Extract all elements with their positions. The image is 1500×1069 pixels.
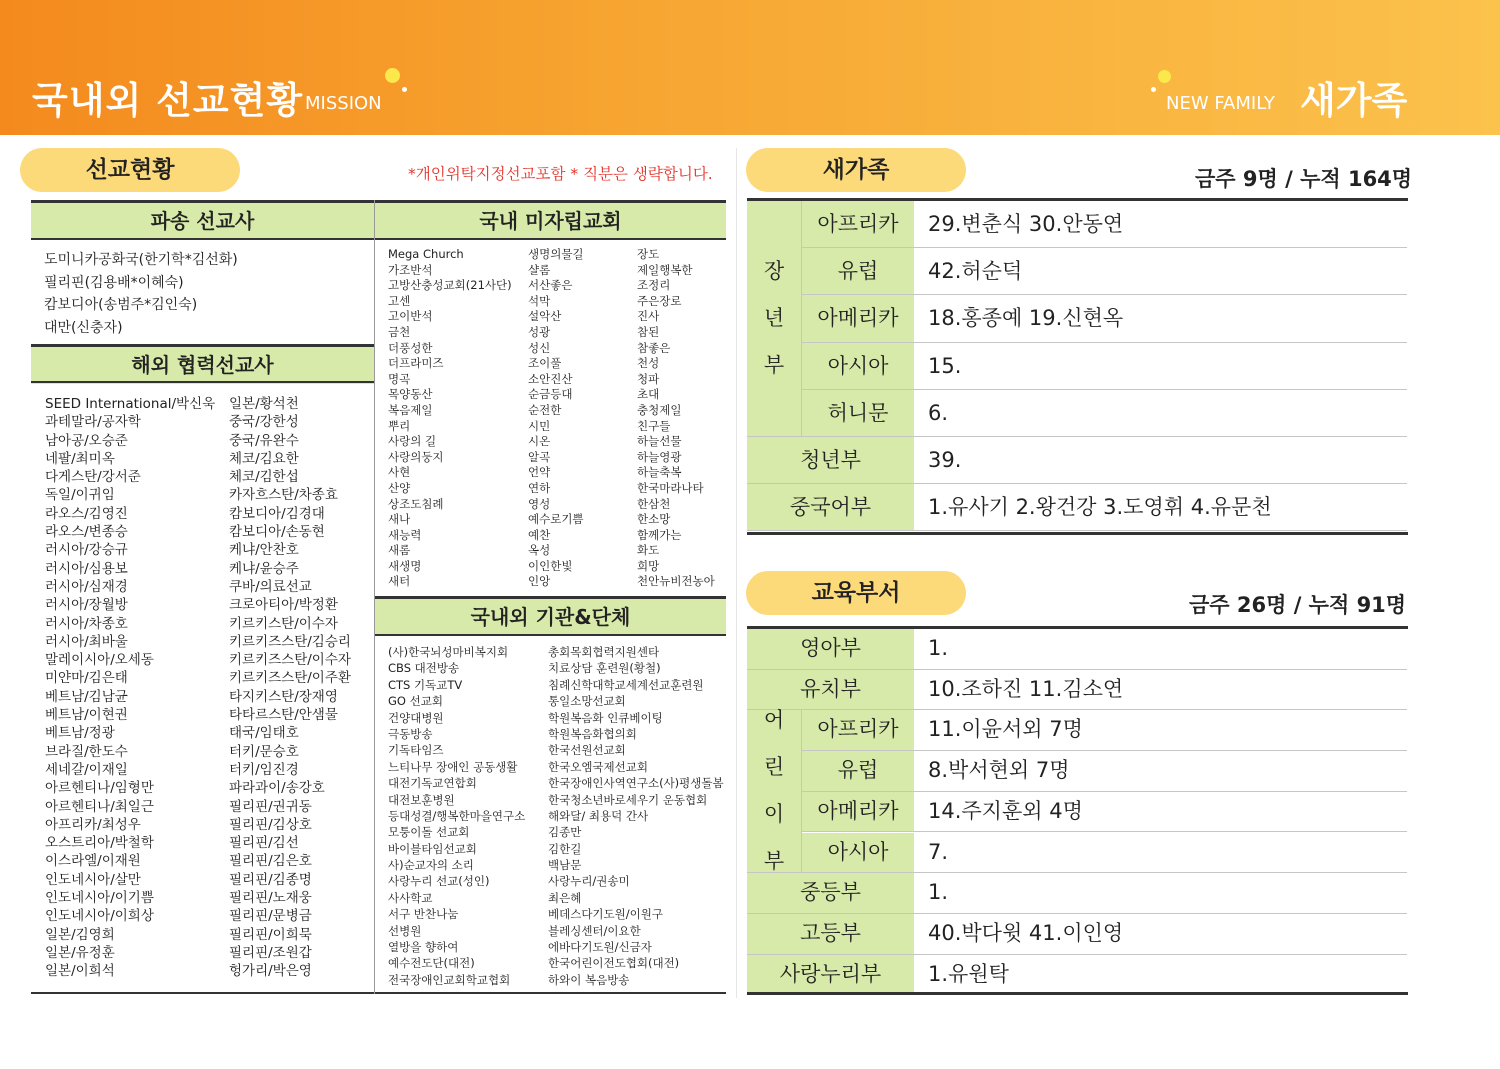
list-item: 느티나무 장애인 공동생활 xyxy=(388,759,518,774)
list-item: 사사학교 xyxy=(388,890,433,905)
table-row xyxy=(747,248,1407,295)
row-value: 1.유원탁 xyxy=(928,961,1009,986)
list-item: 베트남/김남균 xyxy=(45,688,128,705)
row-category: 유치부 xyxy=(747,670,914,710)
group-label-char: 년 xyxy=(763,306,785,330)
table-row xyxy=(747,343,1407,390)
list-item: 화도 xyxy=(637,543,660,558)
list-item: 백남문 xyxy=(548,858,582,873)
list-item: 한삼천 xyxy=(637,496,671,511)
list-item: 필리핀/조원갑 xyxy=(229,944,312,961)
list-item: 샬롬 xyxy=(528,262,551,277)
list-item: 언약 xyxy=(528,465,551,480)
dot-icon xyxy=(385,68,400,83)
list-item: 더풍성한 xyxy=(388,340,433,355)
list-item: 키르키즈스탄/이주환 xyxy=(229,670,351,687)
list-item: 아르헨티나/임형만 xyxy=(45,780,154,797)
table-row xyxy=(747,390,1407,437)
list-item: 주은장로 xyxy=(637,293,682,308)
list-item: 희망 xyxy=(637,558,660,573)
header-banner xyxy=(0,0,1500,135)
list-item: 치료상담 훈련원(황철) xyxy=(548,661,661,676)
list-item: 한국장애인사역연구소(사)평생돌봄 xyxy=(548,776,724,791)
table-row xyxy=(747,710,1407,751)
row-value: 18.홍종예 19.신현옥 xyxy=(928,306,1124,331)
row-category: 중국어부 xyxy=(747,484,914,530)
list-item: 석막 xyxy=(528,293,551,308)
table-row xyxy=(747,833,1407,874)
list-item: 더프라미즈 xyxy=(388,356,444,371)
list-item: 한국마라나타 xyxy=(637,480,704,495)
list-item: 소안진산 xyxy=(528,371,573,386)
list-item: 전국장애인교회학교협회 xyxy=(388,972,511,987)
list-item: 일본/유정훈 xyxy=(45,944,115,961)
list-item: Mega Church xyxy=(388,247,464,261)
list-item: 시민 xyxy=(528,418,551,433)
list-item: 사랑의둥지 xyxy=(388,449,444,464)
list-item: 중국/강한성 xyxy=(229,414,299,431)
row-value: 14.주지훈외 4명 xyxy=(928,798,1083,823)
table-row xyxy=(747,484,1407,531)
domestic-list-col2 xyxy=(528,247,584,590)
list-item: 김종만 xyxy=(548,825,582,840)
table-row xyxy=(747,201,1407,248)
list-item: 복음제일 xyxy=(388,402,433,417)
list-item: 캄보디아(송범주*김인숙) xyxy=(44,297,198,313)
group-label-char: 부 xyxy=(763,353,785,377)
list-item: 순전한 xyxy=(528,402,562,417)
list-item: 서구 반찬나눔 xyxy=(388,907,459,922)
list-item: 베데스다기도원/이원구 xyxy=(548,907,663,922)
list-item: 새롬 xyxy=(388,543,411,558)
list-item: 인도네시아/살만 xyxy=(45,871,141,888)
list-item: 금천 xyxy=(388,324,411,339)
education-pill: 교육부서 xyxy=(746,571,966,615)
divider xyxy=(374,200,375,994)
list-item: 러시아/최바울 xyxy=(45,633,128,650)
list-item: 생명의물길 xyxy=(528,247,584,261)
table-row xyxy=(747,437,1407,484)
list-item: 극동방송 xyxy=(388,726,433,741)
row-category: 청년부 xyxy=(747,437,914,483)
list-item: 인도네시아/이희상 xyxy=(45,908,154,925)
list-item: 산양 xyxy=(388,480,411,495)
list-item: 하와이 복음방송 xyxy=(548,972,630,987)
list-item: CTS 기독교TV xyxy=(388,677,463,692)
group-label-char: 장 xyxy=(763,259,785,283)
list-item: 베트남/정광 xyxy=(45,725,115,742)
row-value: 42.허순덕 xyxy=(928,259,1023,284)
divider xyxy=(747,532,1408,535)
list-item: 케냐/윤승주 xyxy=(229,560,299,577)
divider xyxy=(31,381,374,383)
list-item: 서산좋은 xyxy=(528,278,573,293)
row-value: 10.조하진 11.김소연 xyxy=(928,676,1124,701)
group-label-char: 이 xyxy=(763,802,785,827)
list-item: 고방산충성교회(21사단) xyxy=(388,278,512,293)
list-item: 에바다기도원/신금자 xyxy=(548,940,652,955)
list-item: 한국선원선교회 xyxy=(548,743,626,758)
list-item: 알곡 xyxy=(528,449,551,464)
row-value: 7. xyxy=(928,839,949,864)
list-item: 이인한빛 xyxy=(528,558,573,573)
list-item: 라오스/변종승 xyxy=(45,524,128,541)
column-divider xyxy=(736,148,737,998)
list-item: 상조도침례 xyxy=(388,496,444,511)
mission-note: *개인위탁지정선교포함 * 직분은 생략합니다. xyxy=(408,165,713,183)
list-item: 러시아/강승규 xyxy=(45,542,128,559)
list-item: 사랑의 길 xyxy=(388,434,437,449)
list-item: 한소망 xyxy=(637,512,671,527)
row-category: 아시아 xyxy=(802,833,914,873)
list-item: 초대 xyxy=(637,387,660,402)
list-item: 카자흐스탄/차종효 xyxy=(229,487,338,504)
list-item: 다게스탄/강서준 xyxy=(45,469,141,486)
list-item: 필리핀/권귀동 xyxy=(229,798,312,815)
orgs-list-col1 xyxy=(388,644,525,988)
row-category: 유럽 xyxy=(802,751,914,791)
list-item: 사랑누리/권송미 xyxy=(548,874,630,889)
new-family-pill: 새가족 xyxy=(746,148,966,192)
list-item: 대만(신충자) xyxy=(44,319,123,336)
list-item: 사랑누리 선교(성인) xyxy=(388,874,490,889)
row-category: 아시아 xyxy=(802,343,914,389)
list-item: 캄보디아/손동현 xyxy=(229,524,325,541)
list-item: 러시아/심용보 xyxy=(45,560,128,577)
education-stat: 금주 26명 / 누적 91명 xyxy=(1189,593,1407,617)
list-item: 김한길 xyxy=(548,841,582,856)
list-item: 한국어린이전도협회(대전) xyxy=(548,956,680,971)
list-item: 성광 xyxy=(528,324,551,339)
list-item: 미얀마/김은태 xyxy=(45,670,128,687)
list-item: 총회목회협력지원센타 xyxy=(548,645,660,659)
group-label-char: 부 xyxy=(763,849,785,874)
table-row xyxy=(747,792,1407,833)
list-item: 사현 xyxy=(388,465,411,480)
row-category: 아프리카 xyxy=(802,201,914,247)
sent-missionaries-list xyxy=(44,249,238,339)
list-item: 아프리카/최성우 xyxy=(45,816,141,833)
group-label-char: 어 xyxy=(763,708,785,733)
row-category: 영아부 xyxy=(747,629,914,669)
list-item: 네팔/최미옥 xyxy=(45,450,115,467)
list-item: 필리핀/김선 xyxy=(229,835,299,852)
list-item: 고센 xyxy=(388,293,411,308)
list-item: 학원복음화협의회 xyxy=(548,726,637,741)
list-item: 파라과이/송강호 xyxy=(229,780,325,797)
list-item: 이스라엘/이재원 xyxy=(45,853,141,870)
list-item: 예수전도단(대전) xyxy=(388,956,475,971)
list-item: 대전보훈병원 xyxy=(388,792,455,807)
row-value: 8.박서현외 7명 xyxy=(928,758,1070,783)
list-item: 명곡 xyxy=(388,371,411,386)
list-item: 말레이시아/오세동 xyxy=(45,652,154,669)
list-item: 케냐/안찬호 xyxy=(229,542,299,559)
list-item: 천안뉴비전농아 xyxy=(637,574,715,589)
header-right-subtitle: NEW FAMILY xyxy=(1166,93,1275,114)
table-row xyxy=(747,670,1407,711)
row-value: 1. xyxy=(928,636,949,660)
list-item: 브라질/한도수 xyxy=(45,743,128,760)
orgs-header: 국내외 기관&단체 xyxy=(375,596,726,636)
group-label xyxy=(747,710,802,872)
list-item: 예찬 xyxy=(528,527,551,542)
list-item: 고이반석 xyxy=(388,309,433,324)
list-item: 천성 xyxy=(637,356,660,371)
list-item: 키르키스탄/이수자 xyxy=(229,615,338,632)
list-item: 타타르스탄/안샘물 xyxy=(229,707,338,724)
list-item: 필리핀/김상호 xyxy=(229,816,312,833)
list-item: 중국/유완수 xyxy=(229,432,299,449)
list-item: 캄보디아/김경대 xyxy=(229,505,325,522)
list-item: 쿠바/의료선교 xyxy=(229,578,312,595)
list-item: 연하 xyxy=(528,480,551,495)
row-category: 중등부 xyxy=(747,873,914,913)
dot-icon xyxy=(1158,70,1171,83)
list-item: 조이풀 xyxy=(528,356,562,371)
header-left-subtitle: MISSION xyxy=(305,93,382,114)
divider xyxy=(375,634,726,636)
list-item: 새나 xyxy=(388,512,411,527)
list-item: 시온 xyxy=(528,434,551,449)
list-item: 뿌리 xyxy=(388,418,411,433)
list-item: 기독타임즈 xyxy=(388,743,444,758)
group-label xyxy=(747,201,802,436)
row-value: 11.이윤서외 7명 xyxy=(928,717,1083,742)
list-item: 통일소망선교회 xyxy=(548,694,626,709)
list-item: 인앙 xyxy=(528,574,551,589)
sent-missionaries-header: 파송 선교사 xyxy=(31,200,374,240)
list-item: 대전기독교연합회 xyxy=(388,776,477,791)
list-item: 헝가리/박은영 xyxy=(229,963,312,980)
list-item: 등대성결/행복한마을연구소 xyxy=(388,808,526,823)
list-item: 필리핀/노재웅 xyxy=(229,890,312,907)
list-item: 키르키즈스탄/김승리 xyxy=(229,633,351,650)
list-item: 열방을 향하여 xyxy=(388,940,459,955)
list-item: 러시아/심재경 xyxy=(45,578,128,595)
list-item: 타지키스탄/장재영 xyxy=(229,688,338,705)
list-item: (사)한국뇌성마비복지회 xyxy=(388,645,509,659)
list-item: 성신 xyxy=(528,340,551,355)
overseas-list-col1 xyxy=(45,395,215,981)
row-category: 허니문 xyxy=(802,390,914,436)
domestic-churches-header: 국내 미자립교회 xyxy=(375,200,726,240)
row-value: 39. xyxy=(928,448,962,472)
list-item: 청파 xyxy=(637,371,660,386)
overseas-list-col2 xyxy=(229,395,351,981)
list-item: 영성 xyxy=(528,496,551,511)
row-value: 1. xyxy=(928,880,949,905)
header-right-title: 새가족 xyxy=(1300,79,1408,122)
list-item: 크로아티아/박정환 xyxy=(229,597,338,614)
list-item: 진사 xyxy=(637,309,660,324)
dot-icon xyxy=(402,87,407,92)
list-item: 체코/김요한 xyxy=(229,450,299,467)
list-item: 사)순교자의 소리 xyxy=(388,858,474,873)
mission-pill: 선교현황 xyxy=(20,148,240,192)
dot-icon xyxy=(1151,87,1156,92)
divider xyxy=(31,992,374,994)
list-item: CBS 대전방송 xyxy=(388,661,460,676)
list-item: GO 선교회 xyxy=(388,694,443,709)
list-item: 친구들 xyxy=(637,418,671,433)
list-item: 조정리 xyxy=(637,278,671,293)
divider xyxy=(747,992,1408,995)
list-item: 참된 xyxy=(637,324,660,339)
orgs-list-col2 xyxy=(548,644,724,988)
list-item: 일본/황석천 xyxy=(229,396,299,412)
row-value: 15. xyxy=(928,353,962,378)
table-row xyxy=(747,629,1407,670)
table-row xyxy=(747,873,1407,914)
list-item: 참좋은 xyxy=(637,340,671,355)
divider xyxy=(375,992,726,994)
list-item: 하늘영광 xyxy=(637,449,682,464)
list-item: 바이블타임선교회 xyxy=(388,841,477,856)
list-item: 독일/이귀임 xyxy=(45,487,115,504)
row-category: 고등부 xyxy=(747,914,914,954)
row-category: 아메리카 xyxy=(802,295,914,341)
list-item: 예수로기쁨 xyxy=(528,512,584,527)
list-item: 옥성 xyxy=(528,543,551,558)
list-item: 아르헨티나/최일근 xyxy=(45,798,154,815)
list-item: 일본/이희석 xyxy=(45,963,115,980)
row-value: 6. xyxy=(928,400,949,425)
list-item: 터키/임진경 xyxy=(229,761,299,778)
list-item: 가조반석 xyxy=(388,262,433,277)
row-value: 1.유사기 2.왕건강 3.도영휘 4.유문천 xyxy=(928,495,1272,520)
list-item: 최은혜 xyxy=(548,890,582,905)
row-category: 유럽 xyxy=(802,248,914,294)
list-item: 필리핀/문병금 xyxy=(229,908,312,925)
list-item: 터키/문승호 xyxy=(229,743,299,760)
table-row xyxy=(747,751,1407,792)
list-item: 모퉁이돌 선교회 xyxy=(388,825,470,840)
list-item: 체코/김한섭 xyxy=(229,469,299,486)
list-item: 새터 xyxy=(388,574,411,589)
list-item: 러시아/장월방 xyxy=(45,597,128,614)
list-item: 남아공/오승준 xyxy=(45,432,128,449)
domestic-list-col3 xyxy=(637,247,715,590)
list-item: 한국오엠국제선교회 xyxy=(548,759,648,774)
list-item: 한국청소년바로세우기 운동협회 xyxy=(548,792,708,807)
list-item: 새능력 xyxy=(388,527,422,542)
list-item: 블레싱센터/이요한 xyxy=(548,923,641,938)
list-item: 과테말라/공자학 xyxy=(45,414,141,431)
overseas-missionaries-header: 해외 협력선교사 xyxy=(31,344,374,384)
list-item: 인도네시아/이기쁨 xyxy=(45,890,154,907)
list-item: 오스트리아/박철학 xyxy=(45,835,154,852)
table-row xyxy=(747,295,1407,342)
list-item: 함께가는 xyxy=(637,527,682,542)
list-item: 선병원 xyxy=(388,923,422,938)
list-item: 키르키즈스탄/이수자 xyxy=(229,652,351,669)
list-item: 필리핀/김은호 xyxy=(229,853,312,870)
row-value: 29.변춘식 30.안동연 xyxy=(928,212,1124,236)
list-item: 러시아/차종호 xyxy=(45,615,128,632)
list-item: 세네갈/이재일 xyxy=(45,761,128,778)
list-item: SEED International/박신욱 xyxy=(45,396,216,412)
list-item: 학원복음화 인큐베이팅 xyxy=(548,710,663,725)
divider xyxy=(375,238,726,240)
list-item: 일본/김영희 xyxy=(45,926,115,943)
table-row xyxy=(747,914,1407,955)
list-item: 필리핀/이희묵 xyxy=(229,926,312,943)
list-item: 하늘축복 xyxy=(637,465,682,480)
list-item: 장도 xyxy=(637,247,660,261)
list-item: 새생명 xyxy=(388,558,422,573)
row-value: 40.박다윗 41.이인영 xyxy=(928,920,1124,945)
divider xyxy=(31,238,374,240)
list-item: 필리핀/김종명 xyxy=(229,871,312,888)
row-category: 아메리카 xyxy=(802,792,914,832)
list-item: 제일행복한 xyxy=(637,262,693,277)
list-item: 침례신학대학교세계선교훈련원 xyxy=(548,677,704,692)
new-family-stat: 금주 9명 / 누적 164명 xyxy=(1195,167,1413,191)
list-item: 태국/임태호 xyxy=(229,725,299,742)
row-category: 사랑누리부 xyxy=(747,955,914,995)
list-item: 라오스/김영진 xyxy=(45,505,128,522)
row-category: 아프리카 xyxy=(802,710,914,750)
header-left-title: 국내외 선교현황 xyxy=(32,79,304,122)
list-item: 순금등대 xyxy=(528,387,573,402)
list-item: 설악산 xyxy=(528,309,562,324)
list-item: 도미니카공화국(한기학*김선화) xyxy=(44,252,238,268)
group-label-char: 린 xyxy=(763,755,785,780)
list-item: 필리핀(김용배*이혜숙) xyxy=(44,274,184,291)
list-item: 충청제일 xyxy=(637,402,682,417)
domestic-list-col1 xyxy=(388,247,512,590)
list-item: 베트남/이현권 xyxy=(45,707,128,724)
list-item: 하늘선물 xyxy=(637,434,682,449)
table-row xyxy=(747,955,1407,996)
list-item: 건양대병원 xyxy=(388,710,444,725)
list-item: 목양동산 xyxy=(388,387,433,402)
list-item: 해와달/ 최용덕 간사 xyxy=(548,808,649,823)
